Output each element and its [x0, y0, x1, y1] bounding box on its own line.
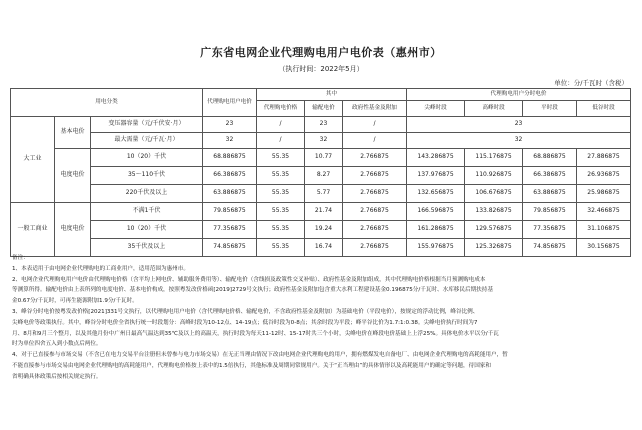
cell-fund: 2.766875: [343, 167, 407, 185]
cell-agent-price: 23: [203, 117, 257, 133]
item-label: 220千伏及以上: [91, 185, 203, 203]
cell-transmission: 32: [305, 133, 343, 149]
cell-peak: 155.976875: [407, 239, 465, 257]
cell-purchase: 55.35: [257, 239, 305, 257]
cell-agent-price: 77.356875: [203, 221, 257, 239]
cell-purchase: /: [257, 133, 305, 149]
header-agent-purchase: 代理购电价格: [257, 101, 305, 117]
cell-flat: 66.386875: [523, 167, 577, 185]
cell-high: 125.326875: [465, 239, 523, 257]
page-title: 广东省电网企业代理购电用户电价表（惠州市）: [200, 46, 442, 59]
cell-purchase: /: [257, 117, 305, 133]
cell-tou-merged: 32: [407, 133, 631, 149]
item-label: 不满1千伏: [91, 203, 203, 221]
group-large-industry: 大工业: [11, 117, 55, 203]
cell-high: 133.826875: [465, 203, 523, 221]
cell-valley: 31.106875: [577, 221, 631, 239]
notes-heading: 备注：: [12, 255, 29, 261]
cell-valley: 26.936875: [577, 167, 631, 185]
cell-flat: 77.356875: [523, 221, 577, 239]
cell-flat: 79.856875: [523, 203, 577, 221]
table-row: [11, 167, 631, 185]
cell-fund: /: [343, 133, 407, 149]
item-label: 35千伏及以上: [91, 239, 203, 257]
header-of-which: 其中: [257, 89, 407, 101]
table-row: [11, 185, 631, 203]
tariff-table: [10, 88, 631, 257]
cell-tou-merged: 23: [407, 117, 631, 133]
note-line: 月、8月和9月三个整月，以及其他月份中广州日最高气温达到35℃及以上的高温天，执行时段为每天11-12时、15-17时共三个小时，尖峰电价在峰段电价基础上上浮25%。具体电价水平以分/千瓦: [12, 330, 499, 337]
cell-high: 110.926875: [465, 167, 523, 185]
cell-transmission: 8.27: [305, 167, 343, 185]
cell-fund: 2.766875: [343, 203, 407, 221]
execution-time: （执行时间：2022年5月）: [278, 65, 364, 73]
cell-agent-price: 63.886875: [203, 185, 257, 203]
header-agent-price: 代理购电用户电价: [203, 89, 257, 117]
table-row: [11, 149, 631, 167]
note-line: 等测算所得。输配电价由上表所列的电度电价、基本电价构成，按照粤发改价格函[2019]2729号文执行；政府性基金及附加包含重大水利工程建设基金0.196875分/千瓦时、水库移民后期扶持基: [12, 287, 493, 294]
cell-transmission: 23: [305, 117, 343, 133]
cell-purchase: 55.35: [257, 203, 305, 221]
group-general-commercial: 一般工商业: [11, 203, 55, 257]
cell-transmission: 10.77: [305, 149, 343, 167]
cell-valley: 32.466875: [577, 203, 631, 221]
cell-high: 129.576875: [465, 221, 523, 239]
note-line: 3、峰谷分时电价按粤发改价格[2021]331号文执行，以代理购电用户电价（含代理购电价格、输配电价，不含政府性基金及附加）为基础电价（平段电价），按规定的浮动比例，峰谷比例、: [12, 308, 479, 315]
cell-peak: 166.596875: [407, 203, 465, 221]
cell-valley: 30.156875: [577, 239, 631, 257]
cell-fund: 2.766875: [343, 149, 407, 167]
header-transmission: 输配电价: [305, 101, 343, 117]
header-category: 用电分类: [11, 89, 203, 117]
note-line: 金0.67分/千瓦时，可再生能源附加1.9分/千瓦时。: [12, 298, 138, 305]
cell-fund: 2.766875: [343, 239, 407, 257]
note-line: 省明确具体政策后按相关规定执行。: [12, 373, 102, 380]
table-row: [11, 221, 631, 239]
cell-agent-price: 68.886875: [203, 149, 257, 167]
cell-high: 106.676875: [465, 185, 523, 203]
cell-purchase: 55.35: [257, 221, 305, 239]
header-flat: 平时段: [523, 101, 577, 117]
item-label: 35～110千伏: [91, 167, 203, 185]
cell-fund: 2.766875: [343, 221, 407, 239]
cell-high: 115.176875: [465, 149, 523, 167]
cell-fund: 2.766875: [343, 185, 407, 203]
note-line: 4、对于已直接参与市场交易（不含已在电力交易平台注册但未曾参与电力市场交易）在无正当理由情况下改由电网企业代理购电的用户，拥有燃煤发电自备电厂、由电网企业代理购电的高耗能用户，暂: [12, 352, 508, 359]
cell-fund: /: [343, 117, 407, 133]
note-line: 尖峰电价等政策执行。其中，峰谷分时电价全省执行统一时段划分：高峰时段为10-12点、14-19点；低谷时段为0-8点；其余时段为平段；峰平谷比价为1.7:1:0.38。尖峰电价执行时间为7: [12, 319, 478, 326]
table-row: [11, 133, 631, 149]
cell-peak: 132.656875: [407, 185, 465, 203]
item-label: 10（20）千伏: [91, 149, 203, 167]
note-line: 不能直接参与市场交易由电网企业代理购电的高耗能用户，代理购电价格按上表中的1.5倍执行，其他标准及周期同常规用户。关于“正当理由”的具体情形以及高耗能用户的确定等问题，待国家和: [12, 362, 491, 369]
header-valley: 低谷时段: [577, 101, 631, 117]
cell-agent-price: 79.856875: [203, 203, 257, 221]
cell-flat: 74.856875: [523, 239, 577, 257]
header-tou: 代理购电用户分时电价: [407, 89, 631, 101]
cell-peak: 137.976875: [407, 167, 465, 185]
table-row: [11, 203, 631, 221]
unit-label: 单位：分/千瓦时（含税）: [554, 79, 628, 87]
item-label: 最大需量（元/千瓦·月）: [91, 133, 203, 149]
cell-transmission: 5.77: [305, 185, 343, 203]
cell-valley: 25.986875: [577, 185, 631, 203]
table-row: [11, 117, 631, 133]
note-line: 时为单位四舍五入到小数点后两位。: [12, 341, 102, 348]
header-high: 高峰时段: [465, 101, 523, 117]
cell-peak: 161.286875: [407, 221, 465, 239]
cell-agent-price: 74.856875: [203, 239, 257, 257]
cell-transmission: 19.24: [305, 221, 343, 239]
cell-purchase: 55.35: [257, 185, 305, 203]
cell-agent-price: 66.386875: [203, 167, 257, 185]
cell-flat: 63.886875: [523, 185, 577, 203]
cell-transmission: 21.74: [305, 203, 343, 221]
item-label: 10（20）千伏: [91, 221, 203, 239]
cell-transmission: 16.74: [305, 239, 343, 257]
sub-energy-price: 电度电价: [55, 149, 91, 203]
notes-section: [12, 253, 628, 383]
cell-peak: 143.286875: [407, 149, 465, 167]
note-line: 2、电网企业代理购电用户电价由代理购电价格（含平均上网电价、辅助服务费用等）、输配电价（含线损及政策性交叉补贴）、政府性基金及附加组成，其中代理购电价格根据当月预测购电成本: [12, 276, 486, 283]
header-peak: 尖峰时段: [407, 101, 465, 117]
sub-basic-price: 基本电价: [55, 117, 91, 149]
item-label: 变压器容量（元/千伏安·月）: [91, 117, 203, 133]
header-gov-fund: 政府性基金及附加: [343, 101, 407, 117]
cell-purchase: 55.35: [257, 149, 305, 167]
sub-energy-price: 电度电价: [55, 203, 91, 257]
cell-valley: 27.886875: [577, 149, 631, 167]
note-line: 1、本表适用于由电网企业代理购电的工商业用户，适用范围为惠州市。: [12, 265, 189, 272]
cell-flat: 68.886875: [523, 149, 577, 167]
cell-purchase: 55.35: [257, 167, 305, 185]
cell-agent-price: 32: [203, 133, 257, 149]
